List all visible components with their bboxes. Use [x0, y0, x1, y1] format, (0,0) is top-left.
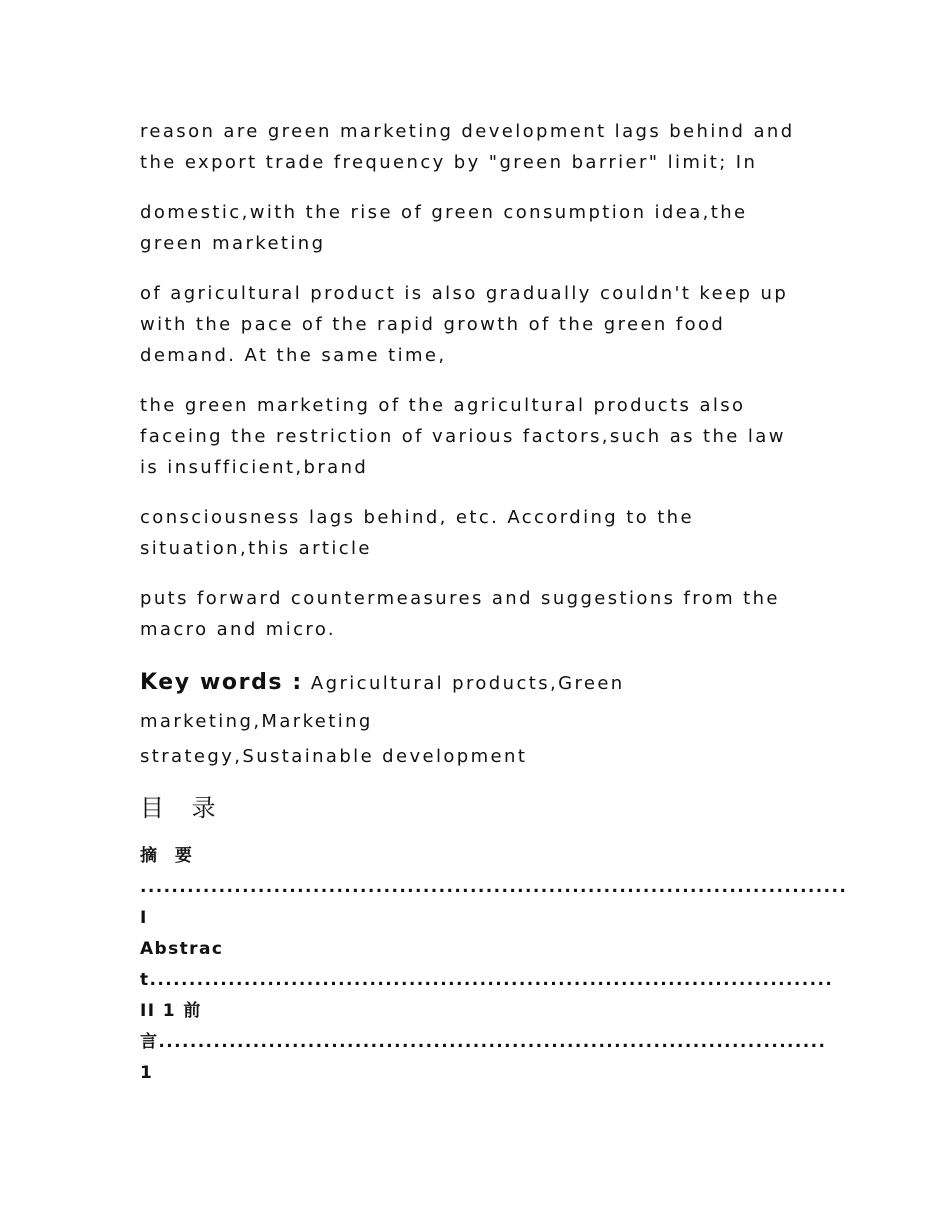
toc-entry-abstract-en[interactable]	[140, 934, 834, 1089]
toc-page-number: 1	[140, 1063, 154, 1083]
toc-entry-abstract-cn[interactable]	[140, 841, 848, 934]
toc-entry-heading: 摘 要	[140, 846, 198, 866]
abstract-paragraph-2: domestic,with the rise of green consumption idea,the green marketing	[140, 202, 748, 254]
keywords-text: Agricultural products,Green marketing,Marketing	[140, 673, 625, 732]
keywords-label: Key words :	[140, 670, 303, 695]
table-of-contents	[140, 841, 848, 1089]
abstract-paragraph-6: puts forward countermeasures and suggestions from the macro and micro.	[140, 588, 780, 640]
toc-title: 目 录	[140, 794, 226, 822]
keywords-line	[140, 664, 812, 741]
toc-leader-dots: .......................................................................................	[149, 970, 834, 990]
abstract-paragraph-3: of agricultural product is also gradually couldn't keep up with the pace of the rapid growth of the green food demand. At the same time,	[140, 283, 789, 366]
abstract-paragraph-5: consciousness lags behind, etc. According to the situation,this article	[140, 507, 694, 559]
toc-leader-dots: ..........................................................................................	[140, 877, 848, 897]
toc-page-number: II 1 前言	[140, 1001, 202, 1052]
abstract-paragraph-1: reason are green marketing development lags behind and the export trade frequency by "green barrier" limit; In	[140, 121, 795, 173]
toc-leader-dots: .....................................................................................	[158, 1032, 827, 1052]
toc-page-number: I	[140, 908, 148, 928]
abstract-paragraph-4: the green marketing of the agricultural products also faceing the restriction of various factors,such as the law is insufficient,brand	[140, 395, 786, 478]
keywords-continuation: strategy,Sustainable development	[140, 746, 528, 767]
document-page	[140, 116, 848, 1089]
toc-entry-heading: Abstract	[140, 939, 224, 990]
